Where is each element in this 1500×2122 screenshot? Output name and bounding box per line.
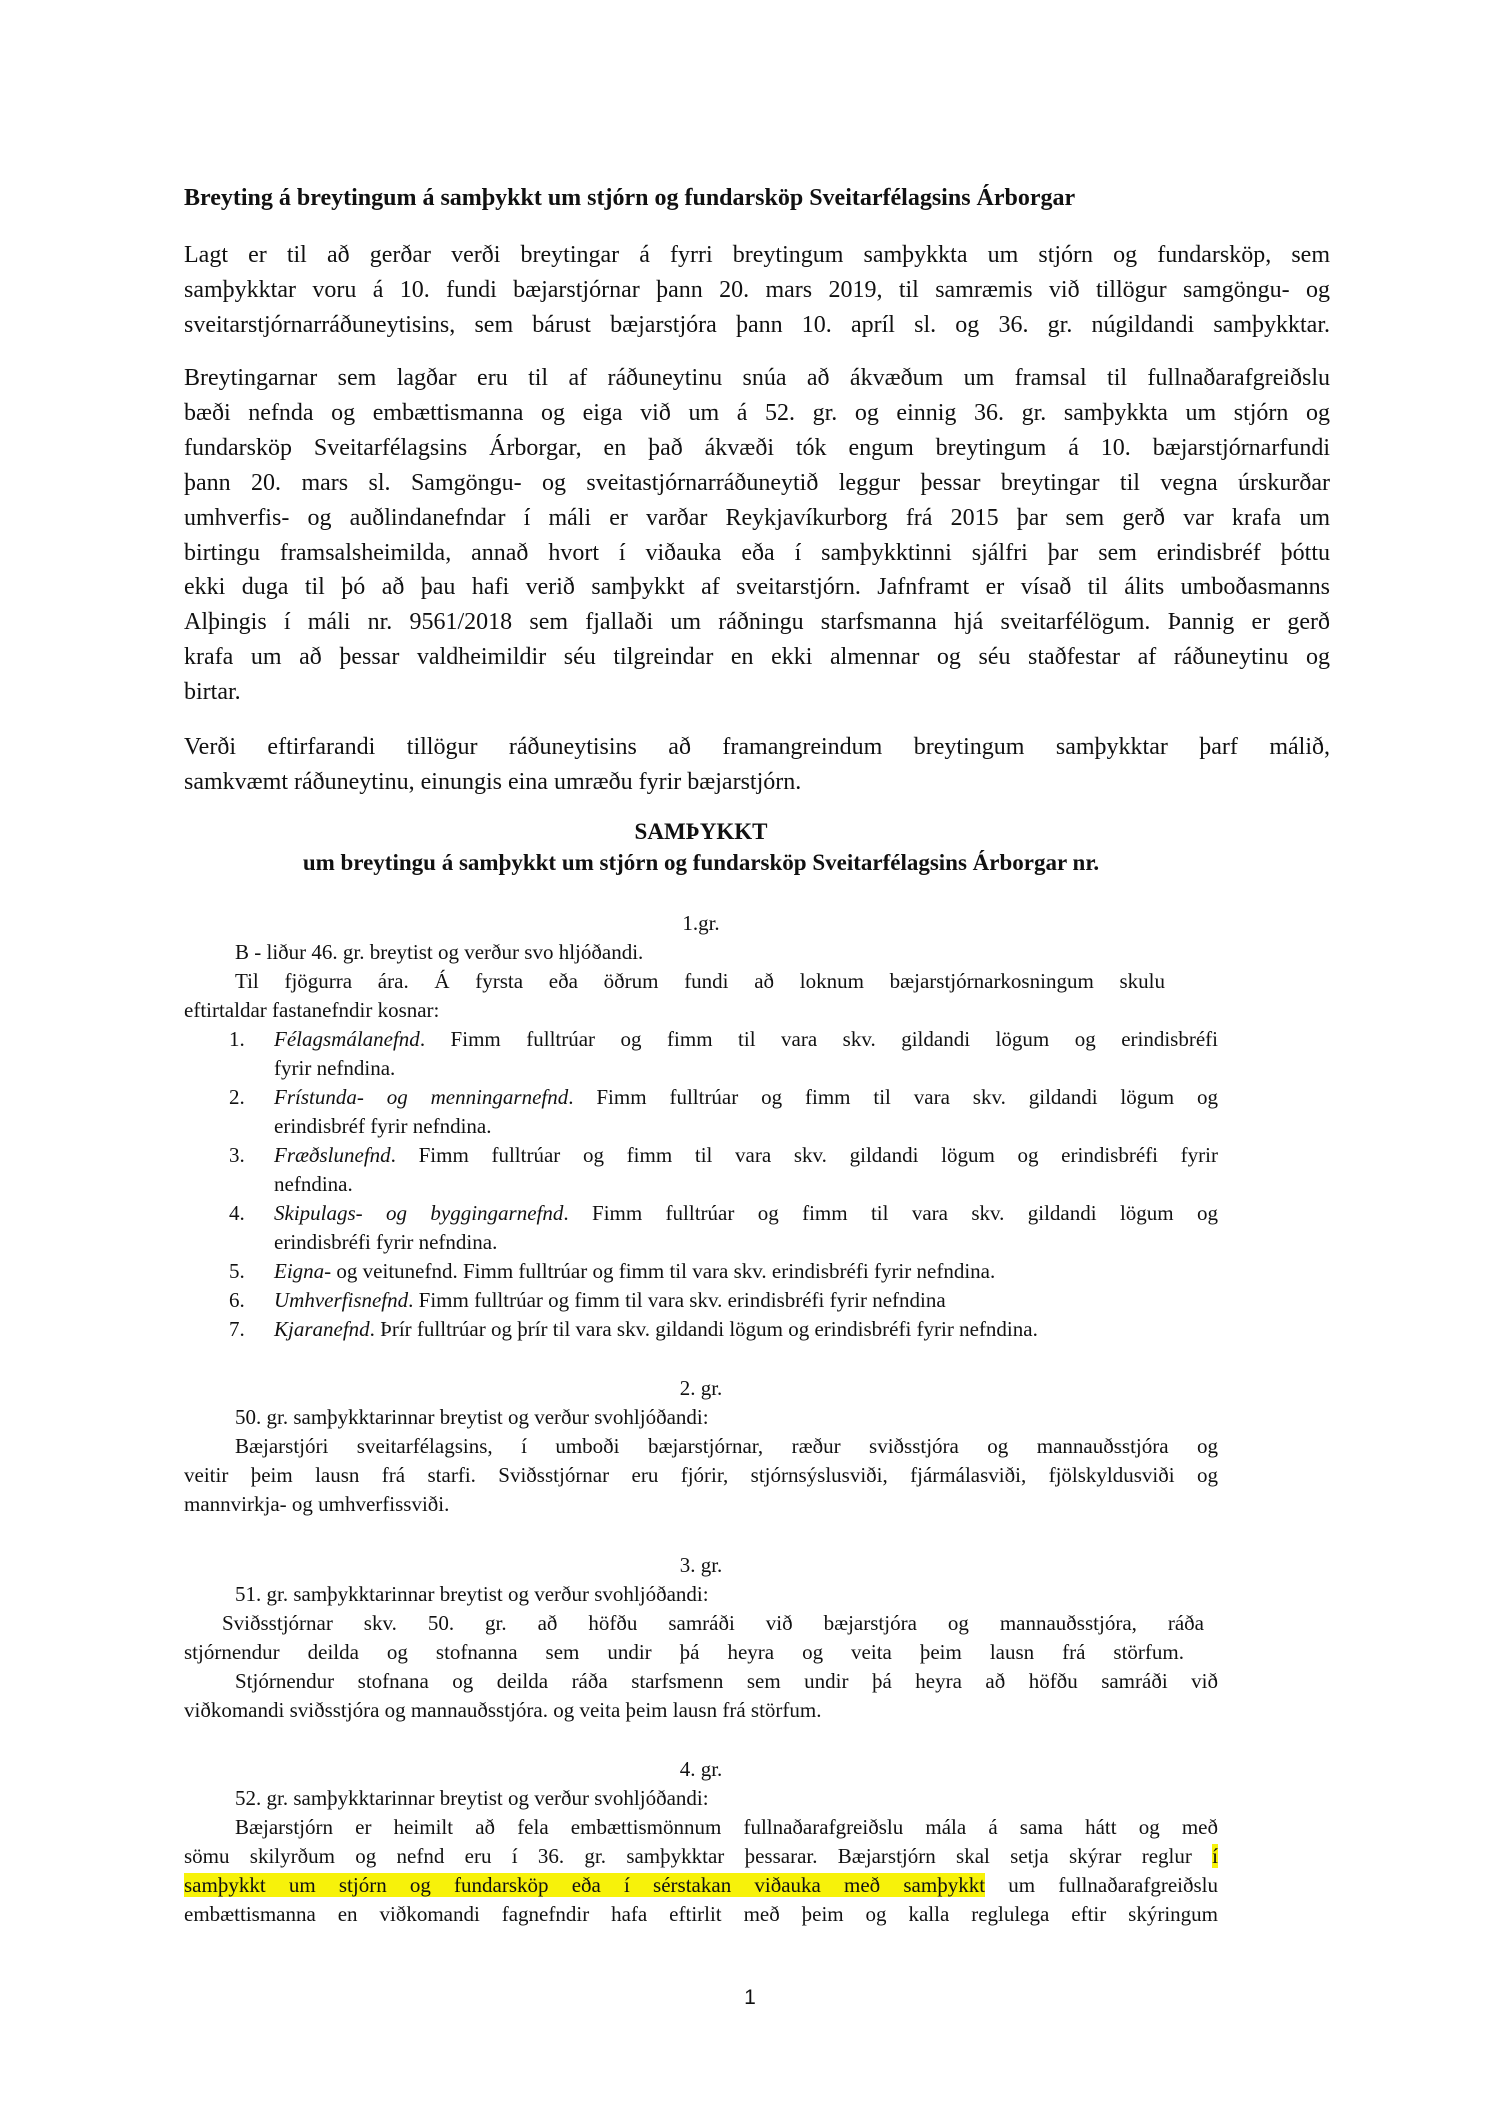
article-heading: 3. gr. xyxy=(679,1553,723,1577)
text-line: Lagt er til að gerðar verði breytingar á fyrri breytingum samþykkta um stjórn og fundarsköp, sem xyxy=(184,242,1330,268)
highlighted-text: samþykkt um stjórn og fundarsköp eða í sérstakan viðauka með samþykkt xyxy=(184,1873,986,1897)
text-line: embættismanna en viðkomandi fagnefndir hafa eftirlit með þeim og kalla reglulega eftir skýringum xyxy=(184,1902,1218,1926)
list-number: 5. xyxy=(229,1259,245,1283)
text-line: veitir þeim lausn frá starfi. Sviðsstjórnar eru fjórir, stjórnsýslusviði, fjármálasviði, fjölskyldusviði og xyxy=(184,1463,1218,1487)
article-lead: 51. gr. samþykktarinnar breytist og verður svohljóðandi: xyxy=(235,1582,709,1606)
committee-name: Fræðslunefnd xyxy=(274,1143,391,1167)
item-text: erindisbréfi fyrir nefndina. xyxy=(274,1230,498,1254)
text-line: Til fjögurra ára. Á fyrsta eða öðrum fundi að loknum bæjarstjórnarkosningum skulu xyxy=(235,969,1165,993)
text-line: þann 20. mars sl. Samgöngu- og sveitastjórnarráðuneytið leggur þessar breytingar til vegna úrskurðar xyxy=(184,469,1330,496)
list-number: 4. xyxy=(229,1201,245,1225)
text-line: viðkomandi sviðsstjóra og mannauðsstjóra. og veita þeim lausn frá störfum. xyxy=(184,1698,822,1722)
list-item xyxy=(184,1286,1218,1315)
text-line: stjórnendur deilda og stofnanna sem undir þá heyra og veita þeim lausn frá störfum. xyxy=(184,1640,1184,1664)
text-line: ekki duga til þó að þau hafi verið samþykkt af sveitarstjórn. Jafnframt er vísað til álits umboðasmanns xyxy=(184,574,1330,601)
item-text: nefndina. xyxy=(274,1172,353,1196)
committee-name: Umhverfisnefnd xyxy=(274,1288,409,1312)
article-4 xyxy=(184,1755,1218,1929)
list-item xyxy=(184,1083,1218,1141)
text-line: Breytingarnar sem lagðar eru til af ráðuneytinu snúa að ákvæðum um framsal til fullnaðarafgreiðslu xyxy=(184,365,1330,391)
committee-name: Eigna xyxy=(274,1259,325,1283)
article-2 xyxy=(184,1374,1218,1519)
intro-paragraph-3 xyxy=(184,730,1330,800)
document-title: Breyting á breytingum á samþykkt um stjórn og fundarsköp Sveitarfélagsins Árborgar xyxy=(184,185,1076,211)
committee-name: Kjaranefnd xyxy=(274,1317,370,1341)
text-segment: sömu skilyrðum og nefnd eru í 36. gr. samþykktar þessarar. Bæjarstjórn skal setja skýrar reglur xyxy=(184,1844,1213,1868)
committee-name: Skipulags- og byggingarnefnd xyxy=(274,1201,564,1225)
article-lead: B - liður 46. gr. breytist og verður svo hljóðandi. xyxy=(235,940,644,964)
list-number: 6. xyxy=(229,1288,245,1312)
list-number: 3. xyxy=(229,1143,245,1167)
text-line: Bæjarstjóri sveitarfélagsins, í umboði bæjarstjórnar, ræður sviðsstjóra og mannauðsstjóra og xyxy=(235,1434,1218,1458)
item-text: . Fimm fulltrúar og fimm til vara skv. gildandi lögum og erindisbréfi fyrir xyxy=(390,1143,1218,1167)
article-heading: 1.gr. xyxy=(682,911,720,935)
item-text: . Fimm fulltrúar og fimm til vara skv. gildandi lögum og xyxy=(568,1085,1218,1109)
article-lead: 52. gr. samþykktarinnar breytist og verður svohljóðandi: xyxy=(235,1786,709,1810)
text-line: fundarsköp Sveitarfélagsins Árborgar, en það ákvæði tók engum breytingum á 10. bæjarstjórnarfundi xyxy=(184,434,1330,461)
list-item xyxy=(184,1025,1218,1083)
item-text: erindisbréf fyrir nefndina. xyxy=(274,1114,492,1138)
list-number: 1. xyxy=(229,1027,245,1051)
item-text: . Fimm fulltrúar og fimm til vara skv. erindisbréfi fyrir nefndina xyxy=(408,1288,946,1312)
text-line: eftirtaldar fastanefndir kosnar: xyxy=(184,998,440,1022)
text-line: birtingu framsalsheimilda, annað hvort í viðauka eða í samþykktinni sjálfri þar sem erindisbréf þóttu xyxy=(184,539,1330,566)
text-line: Alþingis í máli nr. 9561/2018 sem fjallaði um ráðningu starfsmanna hjá sveitarfélögum. Þannig er gerð xyxy=(184,609,1330,636)
committee-name: Félagsmálanefnd xyxy=(274,1027,420,1051)
item-text: . Fimm fulltrúar og fimm til vara skv. gildandi lögum og erindisbréfi xyxy=(419,1027,1218,1051)
article-3 xyxy=(184,1551,1218,1725)
item-text: - og veitunefnd. Fimm fulltrúar og fimm til vara skv. erindisbréfi fyrir nefndina. xyxy=(324,1259,996,1283)
text-line: Sviðsstjórnar skv. 50. gr. að höfðu samráði við bæjarstjóra og mannauðsstjóra, ráða xyxy=(222,1611,1204,1635)
text-line: Verði eftirfarandi tillögur ráðuneytisins að framangreindum breytingum samþykktar þarf málið, xyxy=(184,734,1330,760)
list-number: 7. xyxy=(229,1317,245,1341)
article-lead: 50. gr. samþykktarinnar breytist og verður svohljóðandi: xyxy=(235,1405,709,1429)
text-line: mannvirkja- og umhverfissviði. xyxy=(184,1492,450,1516)
text-segment: um fullnaðarafgreiðslu xyxy=(985,1873,1218,1897)
text-line: bæði nefnda og embættismanna og eiga við um á 52. gr. og einnig 36. gr. samþykkta um stjórn og xyxy=(184,399,1330,426)
list-number: 2. xyxy=(229,1085,245,1109)
article-heading: 2. gr. xyxy=(679,1376,723,1400)
text-line: samkvæmt ráðuneytinu, einungis eina umræðu fyrir bæjarstjórn. xyxy=(184,769,802,795)
text-line: Bæjarstjórn er heimilt að fela embættismönnum fullnaðarafgreiðslu mála á sama hátt og með xyxy=(235,1815,1218,1839)
list-item xyxy=(184,1199,1218,1257)
item-text: . Þrír fulltrúar og þrír til vara skv. gildandi lögum og erindisbréfi fyrir nefndina. xyxy=(369,1317,1038,1341)
article-1 xyxy=(184,909,1218,1344)
samthykkt-subtitle: um breytingu á samþykkt um stjórn og fundarsköp Sveitarfélagsins Árborgar nr. xyxy=(302,850,1100,875)
samthykkt-heading-block xyxy=(184,816,1218,878)
intro-paragraph-1 xyxy=(184,238,1330,343)
article-heading: 4. gr. xyxy=(679,1757,723,1781)
samthykkt-heading: SAMÞYKKT xyxy=(634,819,768,844)
text-line: birtar. xyxy=(184,679,241,706)
item-text: . Fimm fulltrúar og fimm til vara skv. gildandi lögum og xyxy=(563,1201,1218,1225)
list-item xyxy=(184,1315,1218,1344)
text-line: sveitarstjórnarráðuneytisins, sem bárust bæjarstjóra þann 10. apríl sl. og 36. gr. núgildandi samþykktar. xyxy=(184,312,1330,338)
item-text: fyrir nefndina. xyxy=(274,1056,396,1080)
text-line: umhverfis- og auðlindanefndar í máli er varðar Reykjavíkurborg frá 2015 þar sem gerð var krafa um xyxy=(184,504,1330,531)
committee-name: Frístunda- og menningarnefnd xyxy=(274,1085,569,1109)
highlighted-text: í xyxy=(1212,1844,1218,1868)
list-item xyxy=(184,1257,1218,1286)
text-line: samþykktar voru á 10. fundi bæjarstjórnar þann 20. mars 2019, til samræmis við tillögur samgöngu- og xyxy=(184,277,1330,303)
list-item xyxy=(184,1141,1218,1199)
intro-paragraph-2 xyxy=(184,361,1330,710)
text-line: krafa um að þessar valdheimildir séu tilgreindar en ekki almennar og séu staðfestar af ráðuneytinu og xyxy=(184,644,1330,671)
text-line: Stjórnendur stofnana og deilda ráða starfsmenn sem undir þá heyra að höfðu samráði við xyxy=(235,1669,1218,1693)
page-number: 1 xyxy=(744,1986,756,2009)
